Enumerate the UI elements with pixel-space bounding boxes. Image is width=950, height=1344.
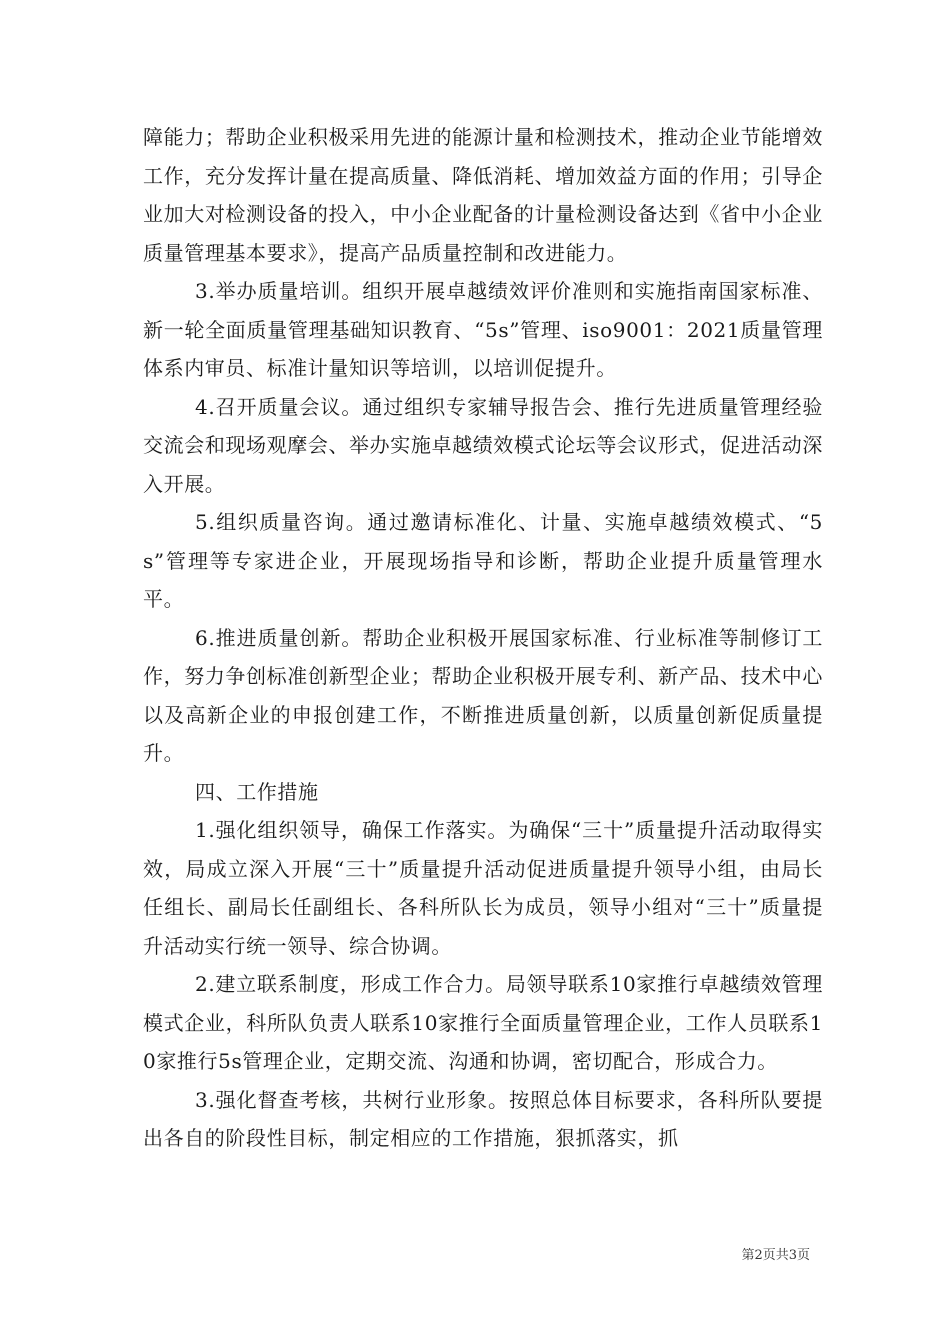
paragraph-measure-3-supervision: 3.强化督查考核，共树行业形象。按照总体目标要求，各科所队要提出各自的阶段性目标，制定相应的工作措施，狠抓落实，抓 bbox=[143, 1087, 823, 1150]
paragraph-measure-2-liaison: 2.建立联系制度，形成工作合力。局领导联系10家推行卓越绩效管理模式企业，科所队负责人联系10家推行全面质量管理企业，工作人员联系10家推行5s管理企业，定期交流、沟通和协调，密切配合，形成合力。 bbox=[143, 972, 823, 1073]
paragraph-item-4-meetings: 4.召开质量会议。通过组织专家辅导报告会、推行先进质量管理经验交流会和现场观摩会、举办实施卓越绩效模式论坛等会议形式，促进活动深入开展。 bbox=[143, 394, 823, 496]
document-body bbox=[143, 118, 823, 1158]
paragraph-continuation: 障能力；帮助企业积极采用先进的能源计量和检测技术，推动企业节能增效工作，充分发挥计量在提高质量、降低消耗、增加效益方面的作用；引导企业加大对检测设备的投入，中小企业配备的计量检测设备达到《省中小企业质量管理基本要求》，提高产品质量控制和改进能力。 bbox=[143, 125, 823, 265]
paragraph-item-3-training: 3.举办质量培训。组织开展卓越绩效评价准则和实施指南国家标准、新一轮全面质量管理基础知识教育、“5s”管理、iso9001：2021质量管理体系内审员、标准计量知识等培训，以培训促提升。 bbox=[143, 279, 823, 380]
paragraph-item-5-consulting: 5.组织质量咨询。通过邀请标准化、计量、实施卓越绩效模式、“5s”管理等专家进企业，开展现场指导和诊断，帮助企业提升质量管理水平。 bbox=[143, 510, 823, 611]
section-heading-work-measures: 四、工作措施 bbox=[195, 779, 319, 804]
paragraph-measure-1-leadership: 1.强化组织领导，确保工作落实。为确保“三十”质量提升活动取得实效，局成立深入开展“三十”质量提升活动促进质量提升领导小组，由局长任组长、副局长任副组长、各科所队长为成员，领导小组对“三十”质量提升活动实行统一领导、综合协调。 bbox=[143, 818, 823, 958]
page-number-footer: 第2页共3页 bbox=[741, 1248, 810, 1263]
paragraph-item-6-innovation: 6.推进质量创新。帮助企业积极开展国家标准、行业标准等制修订工作，努力争创标准创新型企业；帮助企业积极开展专利、新产品、技术中心以及高新企业的申报创建工作，不断推进质量创新，以质量创新促质量提升。 bbox=[143, 625, 823, 765]
